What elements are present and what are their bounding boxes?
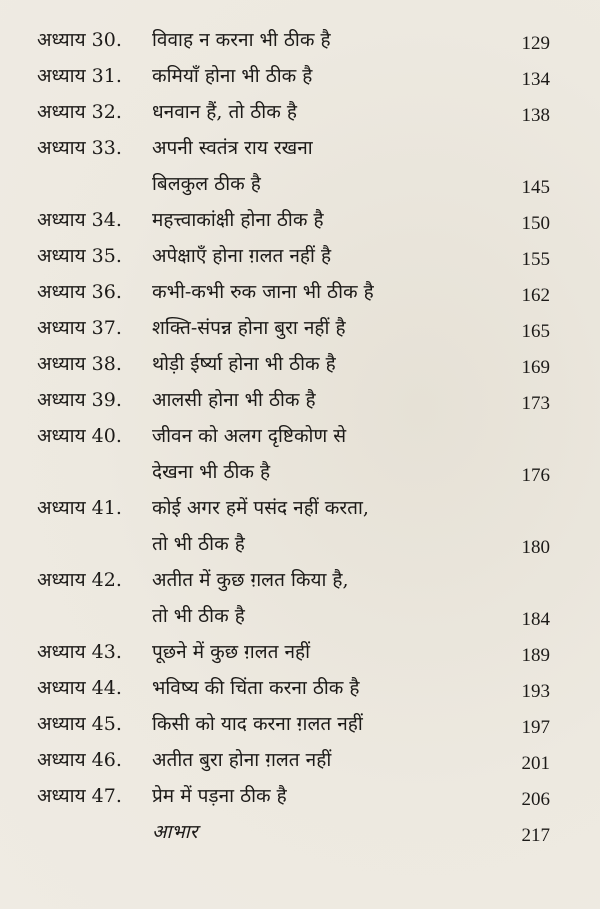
chapter-title: थोड़ी ईर्ष्या होना भी ठीक है — [152, 353, 336, 375]
toc-entry — [0, 562, 600, 634]
toc-entry — [0, 670, 600, 706]
chapter-title: अपनी स्वतंत्र राय रखना — [152, 137, 313, 159]
chapter-title: शक्ति-संपन्न होना बुरा नहीं है — [152, 317, 346, 339]
chapter-number: अध्याय 31. — [37, 65, 122, 87]
table-of-contents — [0, 22, 600, 850]
page-number: 173 — [521, 393, 550, 414]
chapter-number: अध्याय 37. — [37, 317, 122, 339]
page-number: 134 — [521, 69, 550, 90]
chapter-title: कमियाँ होना भी ठीक है — [152, 65, 313, 87]
page-number: 165 — [521, 321, 550, 342]
page-number: 184 — [521, 609, 550, 630]
chapter-title: किसी को याद करना ग़लत नहीं — [152, 713, 363, 735]
toc-entry — [0, 310, 600, 346]
chapter-number: अध्याय 34. — [37, 209, 122, 231]
toc-line — [0, 238, 600, 274]
page-number: 193 — [521, 681, 550, 702]
chapter-number: अध्याय 33. — [37, 137, 122, 159]
chapter-title: आलसी होना भी ठीक है — [152, 389, 316, 411]
toc-line — [0, 814, 600, 850]
page-number: 162 — [521, 285, 550, 306]
toc-line — [0, 310, 600, 346]
toc-line — [0, 202, 600, 238]
toc-line — [0, 454, 600, 490]
page-number: 176 — [521, 465, 550, 486]
page-number: 217 — [521, 825, 550, 846]
chapter-number: अध्याय 44. — [37, 677, 122, 699]
toc-line — [0, 742, 600, 778]
toc-entry — [0, 814, 600, 850]
toc-entry — [0, 490, 600, 562]
toc-entry — [0, 58, 600, 94]
toc-entry — [0, 742, 600, 778]
page-number: 138 — [521, 105, 550, 126]
toc-line — [0, 418, 600, 454]
page-number: 197 — [521, 717, 550, 738]
chapter-title: तो भी ठीक है — [152, 605, 245, 627]
toc-line — [0, 670, 600, 706]
toc-entry — [0, 130, 600, 202]
toc-entry — [0, 706, 600, 742]
chapter-title: अपेक्षाएँ होना ग़लत नहीं है — [152, 245, 332, 267]
chapter-number: अध्याय 35. — [37, 245, 122, 267]
page-number: 150 — [521, 213, 550, 234]
page-number: 145 — [521, 177, 550, 198]
toc-entry — [0, 22, 600, 58]
chapter-number: अध्याय 38. — [37, 353, 122, 375]
chapter-title: विवाह न करना भी ठीक है — [152, 29, 331, 51]
chapter-number: अध्याय 32. — [37, 101, 122, 123]
toc-line — [0, 346, 600, 382]
toc-line — [0, 598, 600, 634]
chapter-title: जीवन को अलग दृष्टिकोण से — [152, 425, 347, 447]
chapter-number: अध्याय 39. — [37, 389, 122, 411]
toc-line — [0, 778, 600, 814]
page-number: 155 — [521, 249, 550, 270]
chapter-number: अध्याय 36. — [37, 281, 122, 303]
chapter-number: अध्याय 30. — [37, 29, 122, 51]
toc-entry — [0, 274, 600, 310]
chapter-title: तो भी ठीक है — [152, 533, 245, 555]
chapter-number: अध्याय 43. — [37, 641, 122, 663]
page-number: 189 — [521, 645, 550, 666]
chapter-title: कोई अगर हमें पसंद नहीं करता, — [152, 497, 369, 519]
toc-line — [0, 274, 600, 310]
chapter-number: अध्याय 41. — [37, 497, 122, 519]
chapter-title: कभी-कभी रुक जाना भी ठीक है — [152, 281, 374, 303]
chapter-title: अतीत बुरा होना ग़लत नहीं — [152, 749, 332, 771]
page-number: 180 — [521, 537, 550, 558]
page-number: 129 — [521, 33, 550, 54]
chapter-number: अध्याय 40. — [37, 425, 122, 447]
chapter-number: अध्याय 45. — [37, 713, 122, 735]
toc-entry — [0, 382, 600, 418]
chapter-title: देखना भी ठीक है — [152, 461, 271, 483]
toc-entry — [0, 94, 600, 130]
chapter-title: पूछने में कुछ ग़लत नहीं — [152, 641, 311, 663]
toc-line — [0, 58, 600, 94]
chapter-number: अध्याय 47. — [37, 785, 122, 807]
page-number: 206 — [521, 789, 550, 810]
chapter-title: बिलकुल ठीक है — [152, 173, 261, 195]
toc-line — [0, 562, 600, 598]
chapter-number: अध्याय 42. — [37, 569, 122, 591]
toc-line — [0, 526, 600, 562]
toc-line — [0, 22, 600, 58]
chapter-title: धनवान हैं, तो ठीक है — [152, 101, 297, 123]
toc-line — [0, 166, 600, 202]
page-number: 201 — [521, 753, 550, 774]
page-number: 169 — [521, 357, 550, 378]
toc-entry — [0, 634, 600, 670]
chapter-number: अध्याय 46. — [37, 749, 122, 771]
toc-entry — [0, 418, 600, 490]
toc-line — [0, 130, 600, 166]
chapter-title: महत्त्वाकांक्षी होना ठीक है — [152, 209, 324, 231]
toc-line — [0, 382, 600, 418]
toc-line — [0, 706, 600, 742]
chapter-title: प्रेम में पड़ना ठीक है — [152, 785, 287, 807]
chapter-title: भविष्य की चिंता करना ठीक है — [152, 677, 360, 699]
toc-entry — [0, 202, 600, 238]
toc-entry — [0, 238, 600, 274]
chapter-title: अतीत में कुछ ग़लत किया है, — [152, 569, 349, 591]
toc-entry — [0, 346, 600, 382]
chapter-title: आभार — [152, 821, 198, 843]
toc-line — [0, 490, 600, 526]
toc-line — [0, 634, 600, 670]
toc-line — [0, 94, 600, 130]
toc-entry — [0, 778, 600, 814]
